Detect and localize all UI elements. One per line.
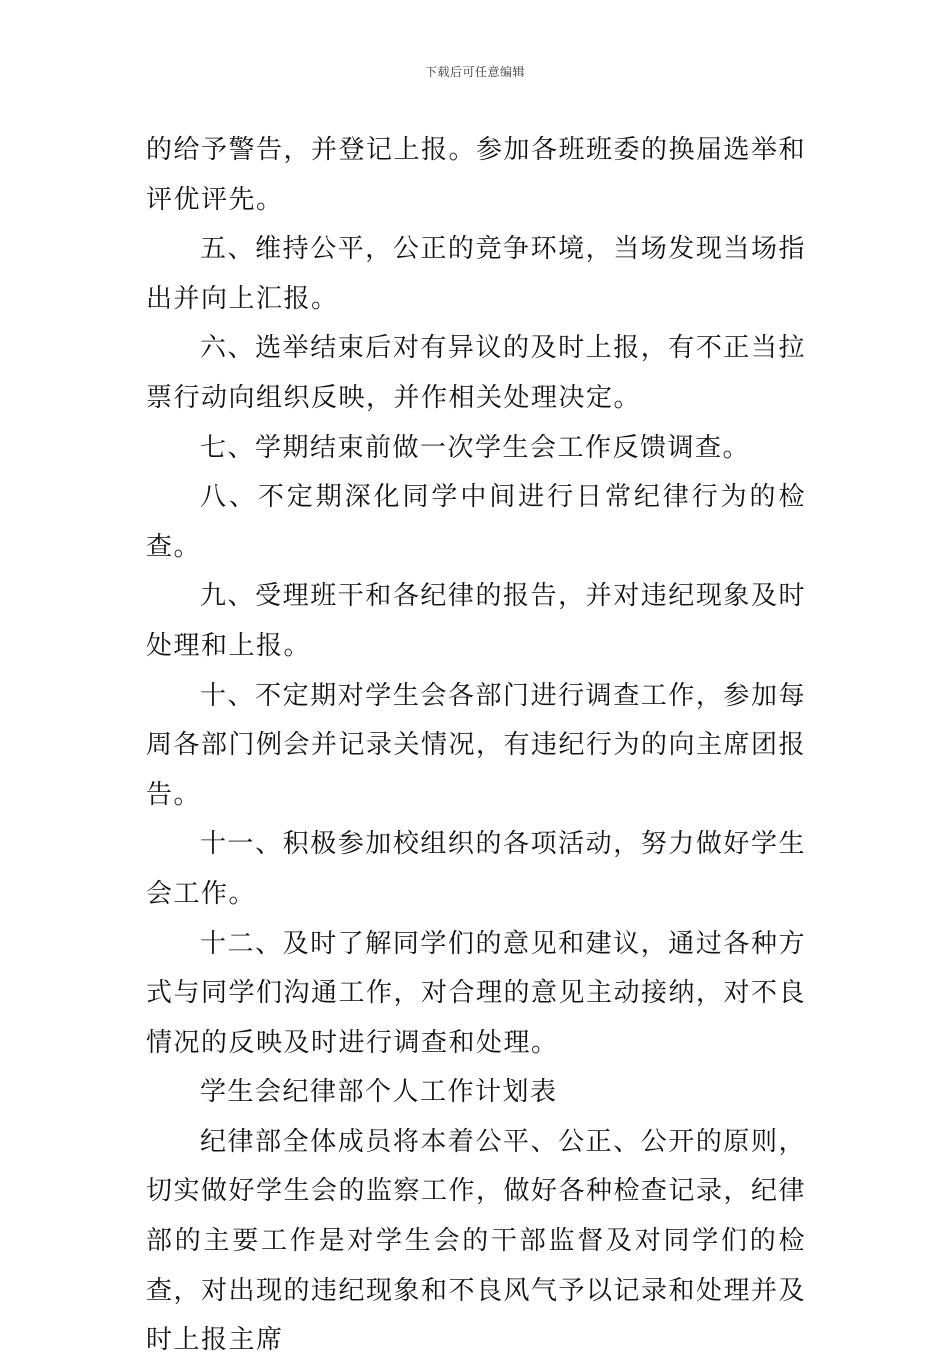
page-header-note: 下载后可任意编辑 bbox=[424, 65, 525, 79]
paragraph-item-5: 五、维持公平，公正的竞争环境，当场发现当场指出并向上汇报。 bbox=[146, 234, 806, 314]
paragraph-item-6: 六、选举结束后对有异议的及时上报，有不正当拉票行动向组织反映，并作相关处理决定。 bbox=[146, 333, 806, 413]
paragraph-item-11: 十一、积极参加校组织的各项活动，努力做好学生会工作。 bbox=[146, 829, 806, 909]
section-title: 学生会纪律部个人工作计划表 bbox=[200, 1077, 558, 1108]
document-body bbox=[146, 126, 806, 1366]
paragraph-intro: 纪律部全体成员将本着公平、公正、公开的原则，切实做好学生会的监察工作，做好各种检查记录，纪律部的主要工作是对学生会的干部监督及对同学们的检查，对出现的违纪现象和不良风气予以记录和处理并及时上报主席 bbox=[146, 1126, 807, 1356]
paragraph-item-7: 七、学期结束前做一次学生会工作反馈调查。 bbox=[200, 432, 751, 463]
paragraph-item-12: 十二、及时了解同学们的意见和建议，通过各种方式与同学们沟通工作，对合理的意见主动接纳，对不良情况的反映及时进行调查和处理。 bbox=[146, 928, 807, 1058]
paragraph-item-9: 九、受理班干和各纪律的报告，并对违纪现象及时处理和上报。 bbox=[146, 581, 806, 661]
paragraph-item-10: 十、不定期对学生会各部门进行调查工作，参加每周各部门例会并记录关情况，有违纪行为的向主席团报告。 bbox=[146, 680, 807, 810]
paragraph-continuation: 的给予警告，并登记上报。参加各班班委的换届选举和评优评先。 bbox=[146, 135, 807, 215]
paragraph-item-8: 八、不定期深化同学中间进行日常纪律行为的检查。 bbox=[146, 482, 806, 562]
